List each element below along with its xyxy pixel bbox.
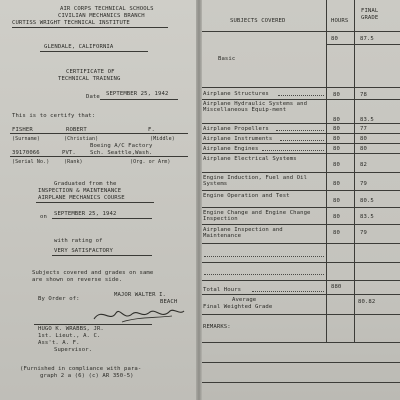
row-9-grade: 80.5 [360, 198, 374, 204]
total-row-rule [202, 294, 400, 295]
rank-value: PVT. [62, 150, 76, 156]
row-1-subject: Basic [218, 56, 236, 62]
remarks-label: REMARKS: [203, 324, 231, 330]
officer-title-2: Supervisor. [54, 347, 93, 353]
row-7-rule [202, 172, 400, 173]
row-3-grade: 83.5 [360, 117, 374, 123]
average-label-2: Final Weighted Grade [203, 304, 273, 310]
col-hours-header: HOURS [331, 18, 349, 24]
date-underline [100, 99, 178, 100]
rank-label: (Rank) [64, 159, 83, 165]
surname-value: FISHER [12, 127, 33, 133]
middle-value: F. [148, 127, 155, 133]
serial-underline [10, 156, 188, 157]
middle-label: (Middle) [150, 136, 175, 142]
certificate-title-1: CERTIFICATE OF [66, 69, 115, 75]
officer-title-1: Ass't. A. F. [38, 340, 80, 346]
course-underline [36, 202, 154, 203]
row-8-grade: 79 [360, 181, 367, 187]
header-line-1: AIR CORPS TECHNICAL SCHOOLS [60, 6, 154, 12]
row-7-subject: Airplane Electrical Systems [203, 156, 297, 162]
total-hours-value: 880 [331, 284, 342, 290]
certificate-title-2: TECHNICAL TRAINING [58, 76, 121, 82]
row-8-hours: 80 [333, 181, 340, 187]
date-value: SEPTEMBER 25, 1942 [106, 91, 169, 97]
table-col-divider-2 [354, 0, 355, 342]
row-6-grade: 80 [360, 146, 367, 152]
row-3-subject: Airplane Hydraulic Systems and Miscellaneous Equip-ment [203, 101, 308, 113]
average-row-rule [202, 314, 400, 315]
row-2-grade: 78 [360, 92, 367, 98]
row-10-hours: 80 [333, 214, 340, 220]
header-line-3: CURTISS WRIGHT TECHNICAL INSTITUTE [12, 20, 130, 26]
remarks-rule-2 [202, 362, 400, 363]
row-0-hours: 80 [331, 36, 338, 42]
average-label-1: Average [232, 297, 257, 303]
by-order-label: By Order of: [38, 296, 80, 302]
row-4-hours: 80 [333, 126, 340, 132]
row-6-rule [202, 153, 400, 154]
total-hours-label: Total Hours [203, 287, 242, 293]
row-8-rule [202, 190, 400, 191]
row-5-rule [202, 143, 400, 144]
serial-value: 39170066 [12, 150, 40, 156]
row-3-hours: 80 [333, 117, 340, 123]
basic-row-rule [202, 87, 400, 88]
officer-underline [34, 324, 152, 325]
row-5-subject: Airplane Instruments [203, 136, 273, 142]
row-11-subject: Airplane Inspection and Maintenance [203, 227, 283, 239]
signature [92, 305, 187, 325]
row-9-rule [202, 207, 400, 208]
officer-rank: 1st. Lieut., A. C. [38, 333, 101, 339]
row-4-leader [276, 130, 324, 131]
row-5-grade: 80 [360, 136, 367, 142]
on-label: on [40, 214, 47, 220]
graduated-text: Graduated from the [54, 181, 117, 187]
header-line-2: CIVILIAN MECHANICS BRANCH [58, 13, 145, 19]
subjects-note-2: are shown on reverse side. [32, 277, 123, 283]
location: GLENDALE, CALIFORNIA [44, 44, 114, 50]
row-2-subject: Airplane Structures [203, 91, 269, 97]
course-line-1: INSPECTION & MAINTENANCE [38, 188, 122, 194]
row-4-subject: Airplane Propellers [203, 126, 269, 132]
serial-label: (Serial No.) [12, 159, 50, 165]
empty-row-1-rule [202, 262, 400, 263]
row-11-grade: 79 [360, 230, 367, 236]
row-7-grade: 82 [360, 162, 367, 168]
empty-row-2-rule [202, 280, 400, 281]
row-10-subject: Engine Change and Engine Change Inspection [203, 210, 311, 222]
row-0-grade: 87.5 [360, 36, 374, 42]
name-underline [10, 133, 188, 134]
remarks-rule-3 [202, 382, 400, 383]
col-subjects-header: SUBJECTS COVERED [230, 18, 286, 24]
rating-text: with rating of [54, 238, 103, 244]
certify-text: This is to certify that: [12, 113, 96, 119]
row-0-rule [326, 44, 400, 45]
subjects-note-1: Subjects covered and grades on same [32, 270, 154, 276]
remarks-rule-1 [202, 342, 400, 343]
row-6-leader [262, 150, 324, 151]
surname-label: (Surname) [12, 136, 40, 142]
col-final-header-1: FINAL [361, 8, 379, 14]
row-9-subject: Engine Operation and Test [203, 193, 290, 199]
major-name-1: MAJOR WALTER I. [114, 292, 167, 298]
course-line-2: AIRPLANE MECHANICS COURSE [38, 195, 125, 201]
table-header-rule-right [326, 31, 400, 32]
total-hours-leader [252, 291, 324, 292]
row-9-hours: 80 [333, 198, 340, 204]
row-7-hours: 80 [333, 162, 340, 168]
empty-row-1-leader [204, 256, 324, 257]
table-col-divider-1 [326, 0, 327, 342]
row-4-grade: 77 [360, 126, 367, 132]
row-10-grade: 83.5 [360, 214, 374, 220]
row-10-rule [202, 224, 400, 225]
christian-value: ROBERT [66, 127, 87, 133]
row-8-subject: Engine Induction, Fuel and Oil Systems [203, 175, 308, 187]
row-2-rule [202, 99, 400, 100]
row-4-rule [202, 133, 400, 134]
row-11-rule [202, 243, 400, 244]
rating-value: VERY SATISFACTORY [54, 248, 113, 254]
location-underline [40, 51, 148, 52]
date-label: Date [86, 94, 100, 100]
row-3-rule [202, 123, 400, 124]
org-label: (Org. or Arm) [130, 159, 171, 165]
empty-row-2-leader [204, 274, 324, 275]
row-11-hours: 80 [333, 230, 340, 236]
christian-label: (Christian) [64, 136, 99, 142]
row-6-subject: Airplane Engines [203, 146, 259, 152]
row-6-hours: 80 [333, 146, 340, 152]
org-line-1: Boeing A/C Factory [90, 143, 153, 149]
rating-underline [52, 255, 152, 256]
officer-name: HUGO K. WRABBS, JR. [38, 326, 104, 332]
org-line-2: Sch. Seattle,Wash. [90, 150, 153, 156]
row-2-leader [278, 95, 324, 96]
grad-date-underline [52, 218, 152, 219]
row-2-hours: 80 [333, 92, 340, 98]
major-name-2: BEACH [160, 299, 178, 305]
header-underline [12, 27, 168, 28]
row-5-leader [280, 140, 324, 141]
footer-line-2: graph 2 a (6) (c) AR 350-5) [40, 373, 134, 379]
col-final-header-2: GRADE [361, 15, 379, 21]
footer-line-1: (Furnished in compliance with para- [20, 366, 142, 372]
row-5-hours: 80 [333, 136, 340, 142]
average-grade-value: 80.82 [358, 299, 376, 305]
graduation-date: SEPTEMBER 25, 1942 [54, 211, 117, 217]
